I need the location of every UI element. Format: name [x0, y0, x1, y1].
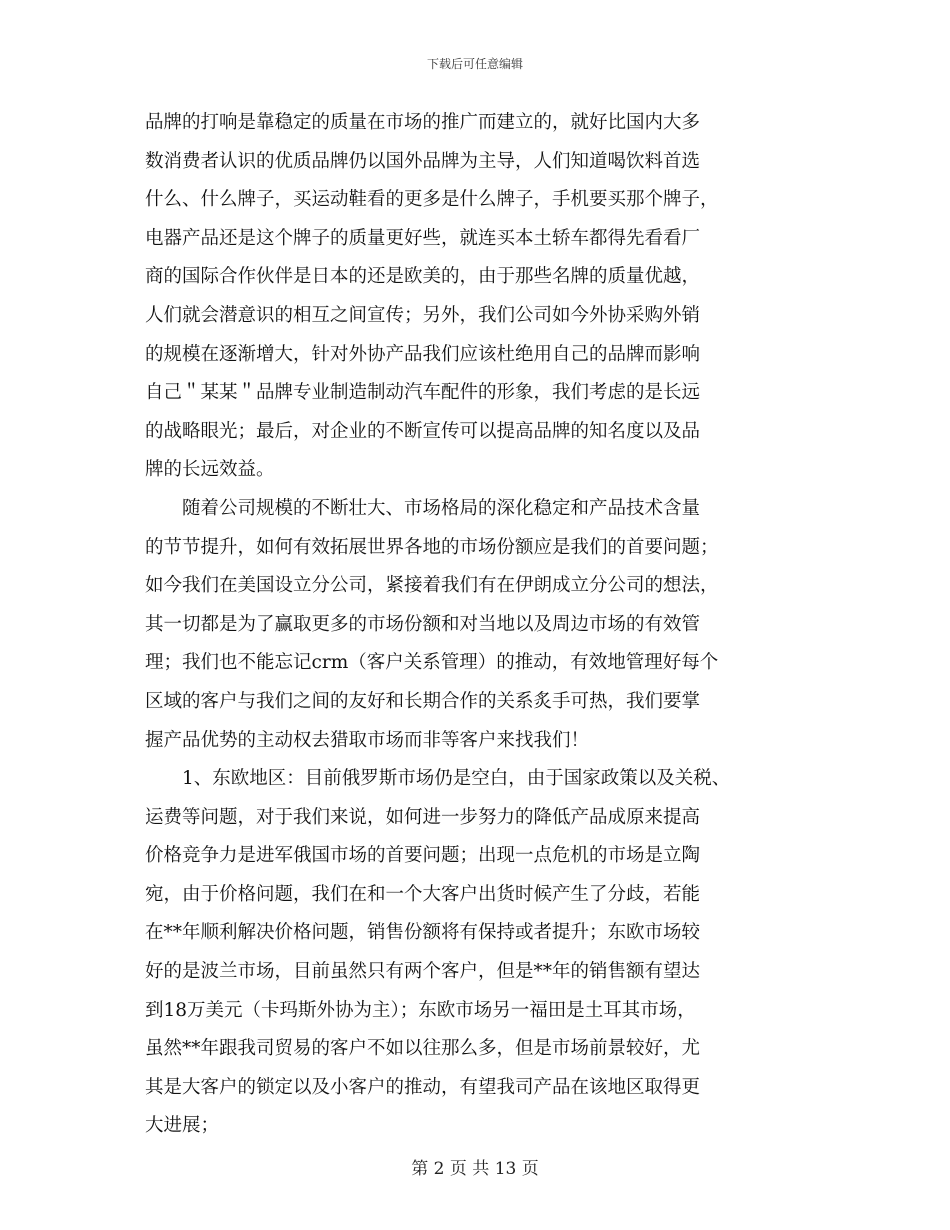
body-line: 品牌的打响是靠稳定的质量在市场的推广而建立的，就好比国内大多	[145, 112, 701, 133]
body-line: 随着公司规模的不断壮大、市场格局的深化稳定和产品技术含量	[145, 497, 701, 519]
body-line: 运费等问题，对于我们来说，如何进一步努力的降低产品成原来提高	[145, 806, 701, 828]
body-line: 其一切都是为了赢取更多的市场份额和对当地以及周边市场的有效管	[145, 613, 701, 635]
body-line: 什么、什么牌子，买运动鞋看的更多是什么牌子，手机要买那个牌子，	[145, 189, 719, 211]
body-line: 如今我们在美国设立分公司，紧接着我们有在伊朗成立分公司的想法，	[145, 575, 719, 597]
body-line: 好的是波兰市场，目前虽然只有两个客户，但是**年的销售额有望达	[145, 961, 701, 983]
body-line: 区域的客户与我们之间的友好和长期合作的关系炙手可热，我们要掌	[145, 690, 701, 712]
page-header-note: 下载后可任意编辑	[426, 57, 523, 71]
body-line: 其是大客户的锁定以及小客户的推动，有望我司产品在该地区取得更	[145, 1076, 701, 1098]
body-line: 握产品优势的主动权去猎取市场而非等客户来找我们！	[145, 729, 590, 751]
body-line: 到18万美元（卡玛斯外协为主）；东欧市场另一福田是土耳其市场，	[145, 999, 696, 1021]
body-line: 数消费者认识的优质品牌仍以国外品牌为主导，人们知道喝饮料首选	[145, 150, 701, 172]
body-line: 牌的长远效益。	[145, 459, 275, 481]
body-line: 的战略眼光；最后，对企业的不断宣传可以提高品牌的知名度以及品	[145, 420, 701, 442]
body-line: 1、东欧地区：目前俄罗斯市场仍是空白，由于国家政策以及关税、	[145, 768, 731, 790]
body-line: 的规模在逐渐增大，针对外协产品我们应该杜绝用自己的品牌而影响	[145, 343, 701, 365]
body-line: 自己＂某某＂品牌专业制造制动汽车配件的形象，我们考虑的是长远	[145, 382, 701, 404]
body-line: 大进展；	[145, 1115, 220, 1137]
page-number: 第 2 页 共 13 页	[411, 1159, 539, 1179]
body-line: 人们就会潜意识的相互之间宣传；另外，我们公司如今外协采购外销	[145, 304, 701, 326]
document-body	[145, 104, 825, 1146]
body-line: 理；我们也不能忘记crm（客户关系管理）的推动，有效地管理好每个	[145, 652, 719, 674]
body-line: 的节节提升，如何有效拓展世界各地的市场份额应是我们的首要问题；	[145, 536, 719, 558]
body-line: 价格竞争力是进军俄国市场的首要问题；出现一点危机的市场是立陶	[145, 845, 701, 867]
body-line: 宛，由于价格问题，我们在和一个大客户出货时候产生了分歧，若能	[145, 883, 701, 905]
body-line: 电器产品还是这个牌子的质量更好些，就连买本土轿车都得先看看厂	[145, 227, 701, 249]
body-line: 虽然**年跟我司贸易的客户不如以往那么多，但是市场前景较好，尤	[145, 1038, 701, 1060]
body-line: 商的国际合作伙伴是日本的还是欧美的，由于那些名牌的质量优越，	[145, 266, 701, 288]
body-line: 在**年顺利解决价格问题，销售份额将有保持或者提升；东欧市场较	[145, 922, 701, 944]
